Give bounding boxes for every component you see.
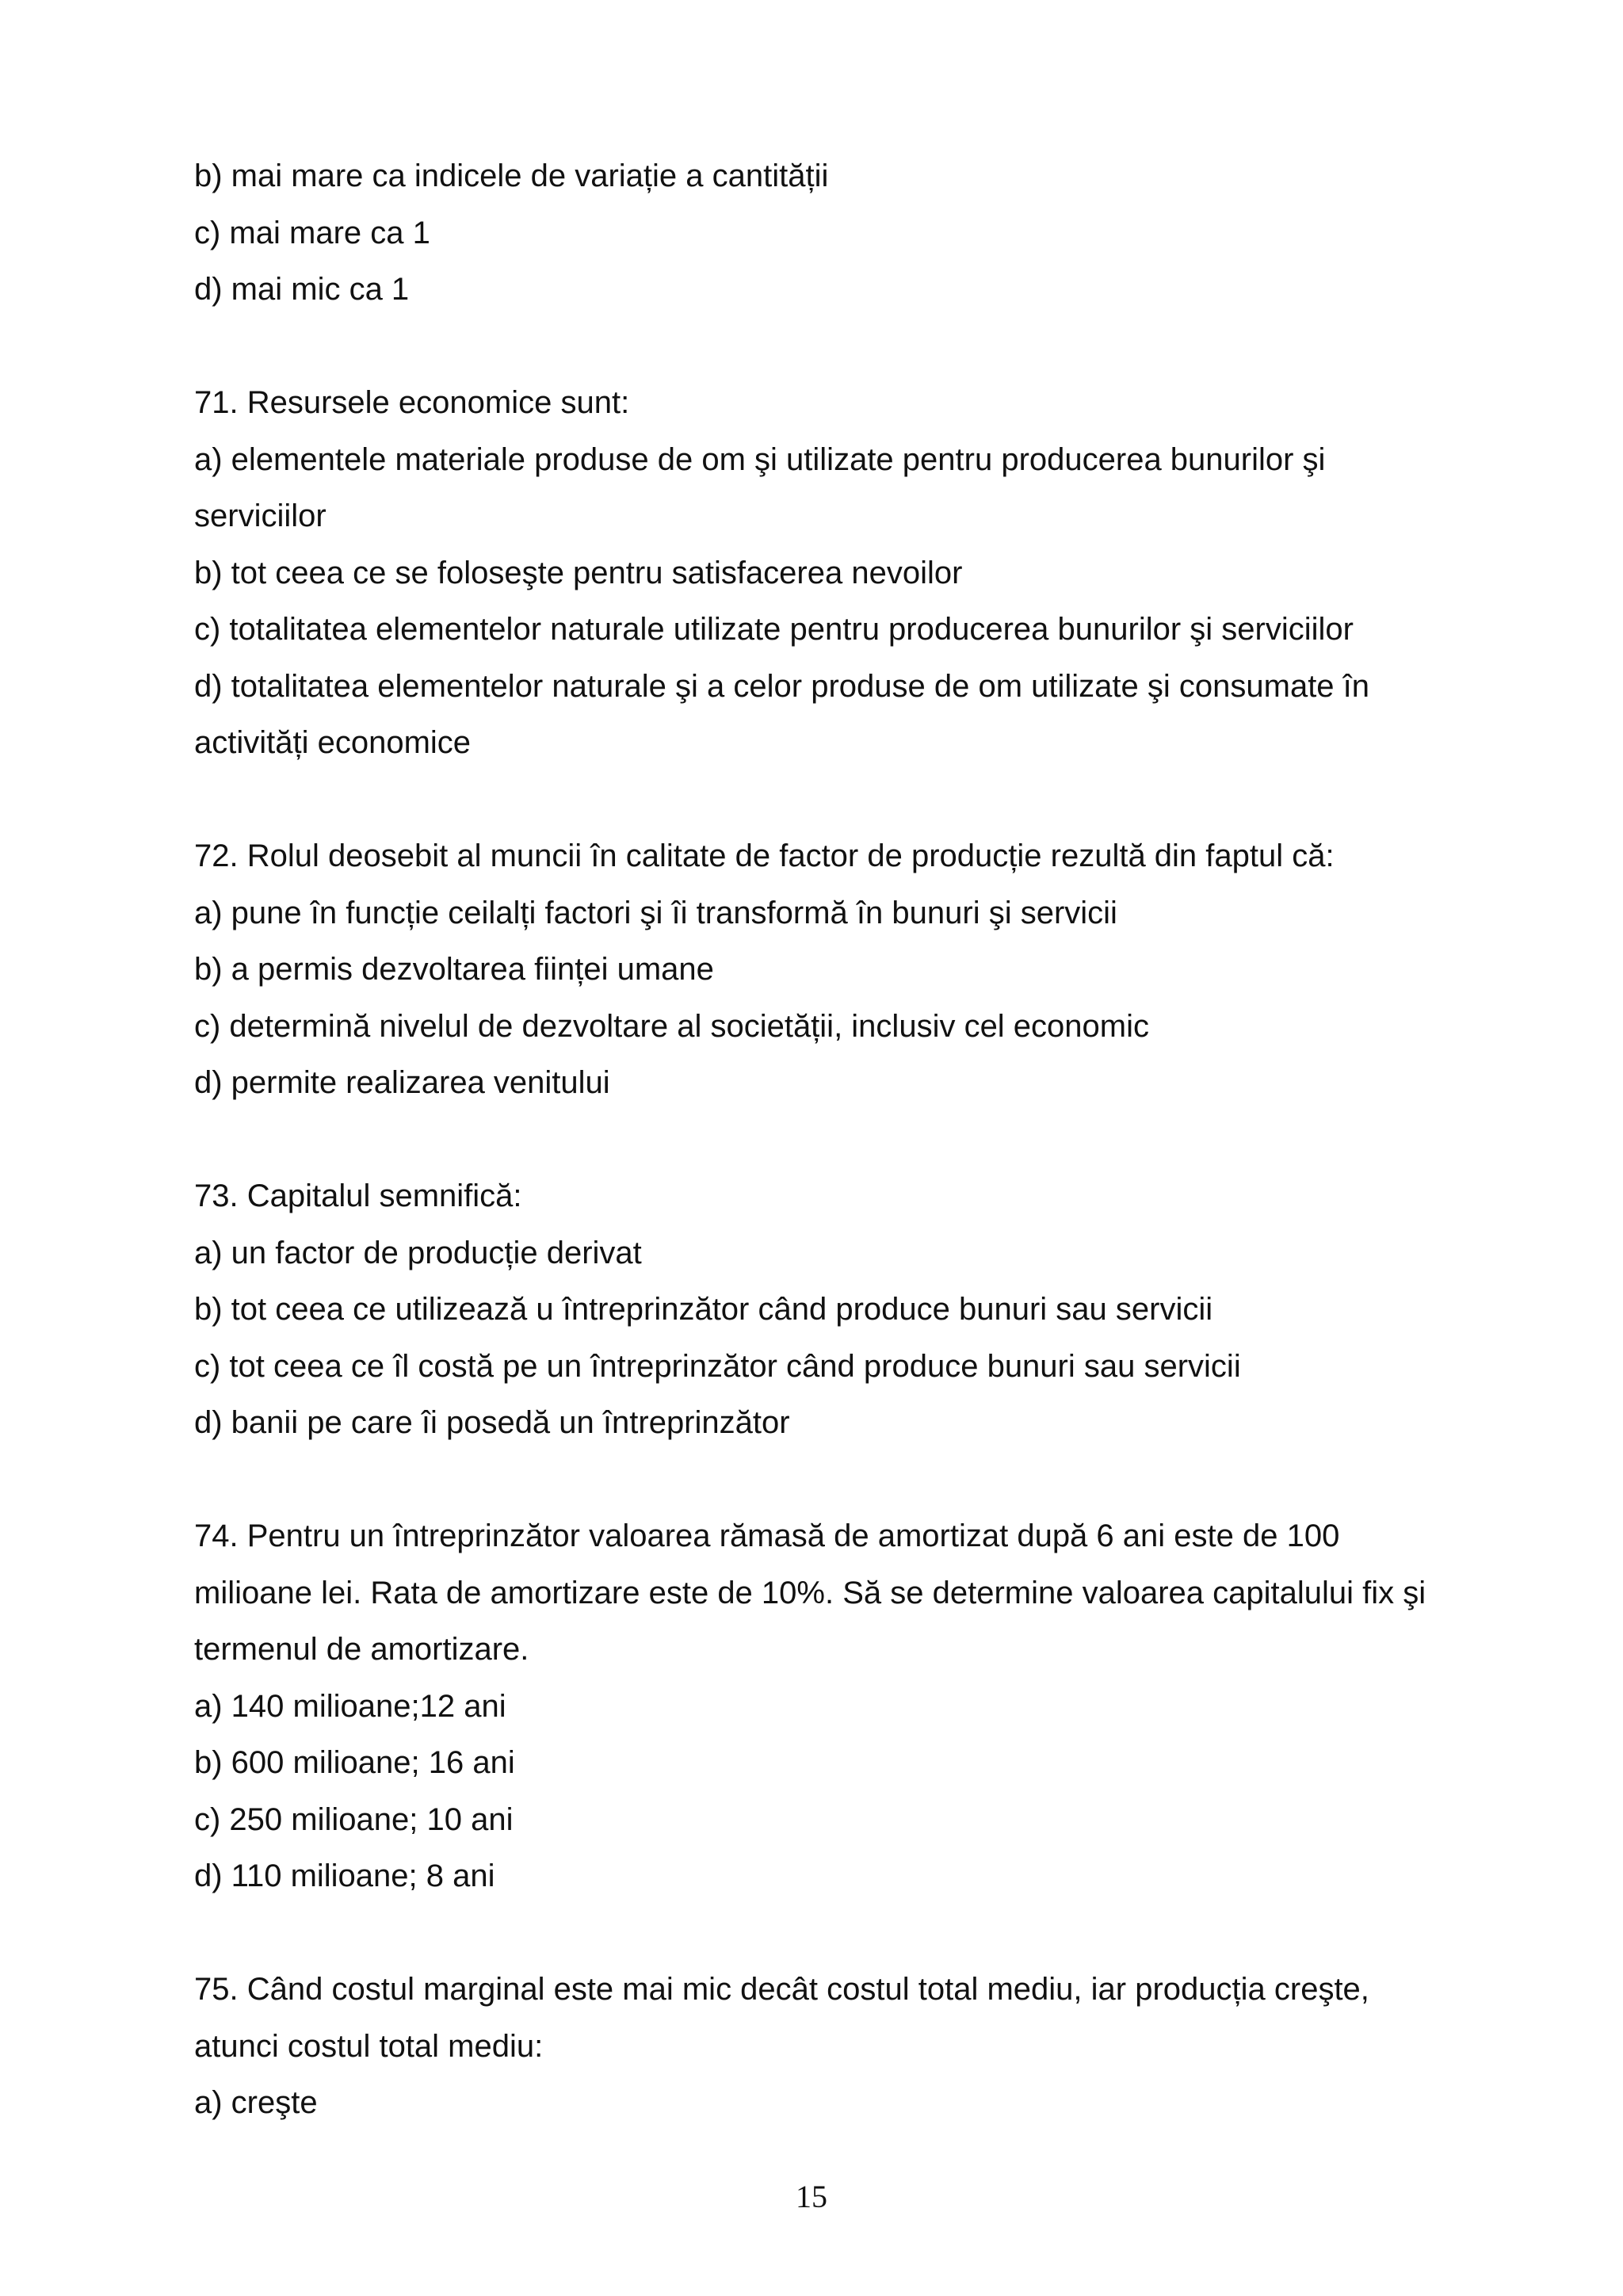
paragraph-gap bbox=[194, 1452, 1478, 1509]
answer-option: d) totalitatea elementelor naturale şi a celor produse de om utilizate şi consumate în bbox=[194, 668, 1370, 704]
page-content bbox=[194, 148, 1478, 2132]
answer-option: c) 250 milioane; 10 ani bbox=[194, 1801, 514, 1837]
answer-option: d) permite realizarea venitului bbox=[194, 1065, 610, 1100]
answer-option: c) mai mare ca 1 bbox=[194, 215, 430, 250]
answer-option: d) 110 milioane; 8 ani bbox=[194, 1859, 495, 1893]
answer-option: c) totalitatea elementelor naturale utilizate pentru producerea bunurilor şi serviciilor bbox=[194, 612, 1354, 647]
continued-answer-options bbox=[194, 148, 1478, 319]
answer-option: a) pune în funcție ceilalți factori şi îi transformă în bunuri şi servicii bbox=[194, 895, 1117, 930]
answer-option: c) tot ceea ce îl costă pe un întreprinzător când produce bunuri sau servicii bbox=[194, 1348, 1241, 1384]
paragraph-gap bbox=[194, 1112, 1478, 1169]
question-text: 71. Resursele economice sunt: bbox=[194, 385, 630, 420]
answer-option: b) mai mare ca indicele de variație a cantității bbox=[194, 159, 829, 193]
answer-option: b) tot ceea ce utilizează u întreprinzător când produce bunuri sau servicii bbox=[194, 1292, 1213, 1327]
question-text: 75. Când costul marginal este mai mic decât costul total mediu, iar producția creşte, bbox=[194, 1972, 1369, 2007]
answer-option: b) tot ceea ce se foloseşte pentru satisfacerea nevoilor bbox=[194, 555, 963, 590]
answer-option: d) banii pe care îi posedă un întreprinzător bbox=[194, 1405, 790, 1440]
answer-option: d) mai mic ca 1 bbox=[194, 272, 410, 307]
answer-option: c) determină nivelul de dezvoltare al societății, inclusiv cel economic bbox=[194, 1008, 1149, 1044]
answer-option: a) un factor de producție derivat bbox=[194, 1235, 642, 1270]
answer-option-continuation: serviciilor bbox=[194, 499, 327, 533]
question-75 bbox=[194, 1962, 1478, 2132]
question-73 bbox=[194, 1168, 1478, 1452]
question-text: 72. Rolul deosebit al muncii în calitate de factor de producție rezultă din faptul că: bbox=[194, 839, 1335, 873]
page-number: 15 bbox=[796, 2179, 827, 2214]
question-text: 73. Capitalul semnifică: bbox=[194, 1179, 522, 1213]
answer-option: b) 600 milioane; 16 ani bbox=[194, 1745, 515, 1780]
question-72 bbox=[194, 828, 1478, 1112]
question-74 bbox=[194, 1508, 1478, 1905]
question-text-continuation: atunci costul total mediu: bbox=[194, 2028, 544, 2064]
answer-option-continuation: activități economice bbox=[194, 725, 472, 760]
question-text-continuation: termenul de amortizare. bbox=[194, 1632, 529, 1667]
question-71 bbox=[194, 375, 1478, 772]
question-text-continuation: milioane lei. Rata de amortizare este de 10%. Să se determine valoarea capitalului fix şi bbox=[194, 1575, 1426, 1610]
answer-option: a) 140 milioane;12 ani bbox=[194, 1688, 506, 1724]
answer-option: a) creşte bbox=[194, 2085, 318, 2120]
question-text: 74. Pentru un întreprinzător valoarea rămasă de amortizat după 6 ani este de 100 bbox=[194, 1519, 1340, 1553]
answer-option: b) a permis dezvoltarea ființei umane bbox=[194, 952, 714, 987]
paragraph-gap bbox=[194, 772, 1478, 829]
paragraph-gap bbox=[194, 319, 1478, 376]
paragraph-gap bbox=[194, 1905, 1478, 1962]
answer-option: a) elementele materiale produse de om şi utilizate pentru producerea bunurilor şi bbox=[194, 441, 1326, 477]
